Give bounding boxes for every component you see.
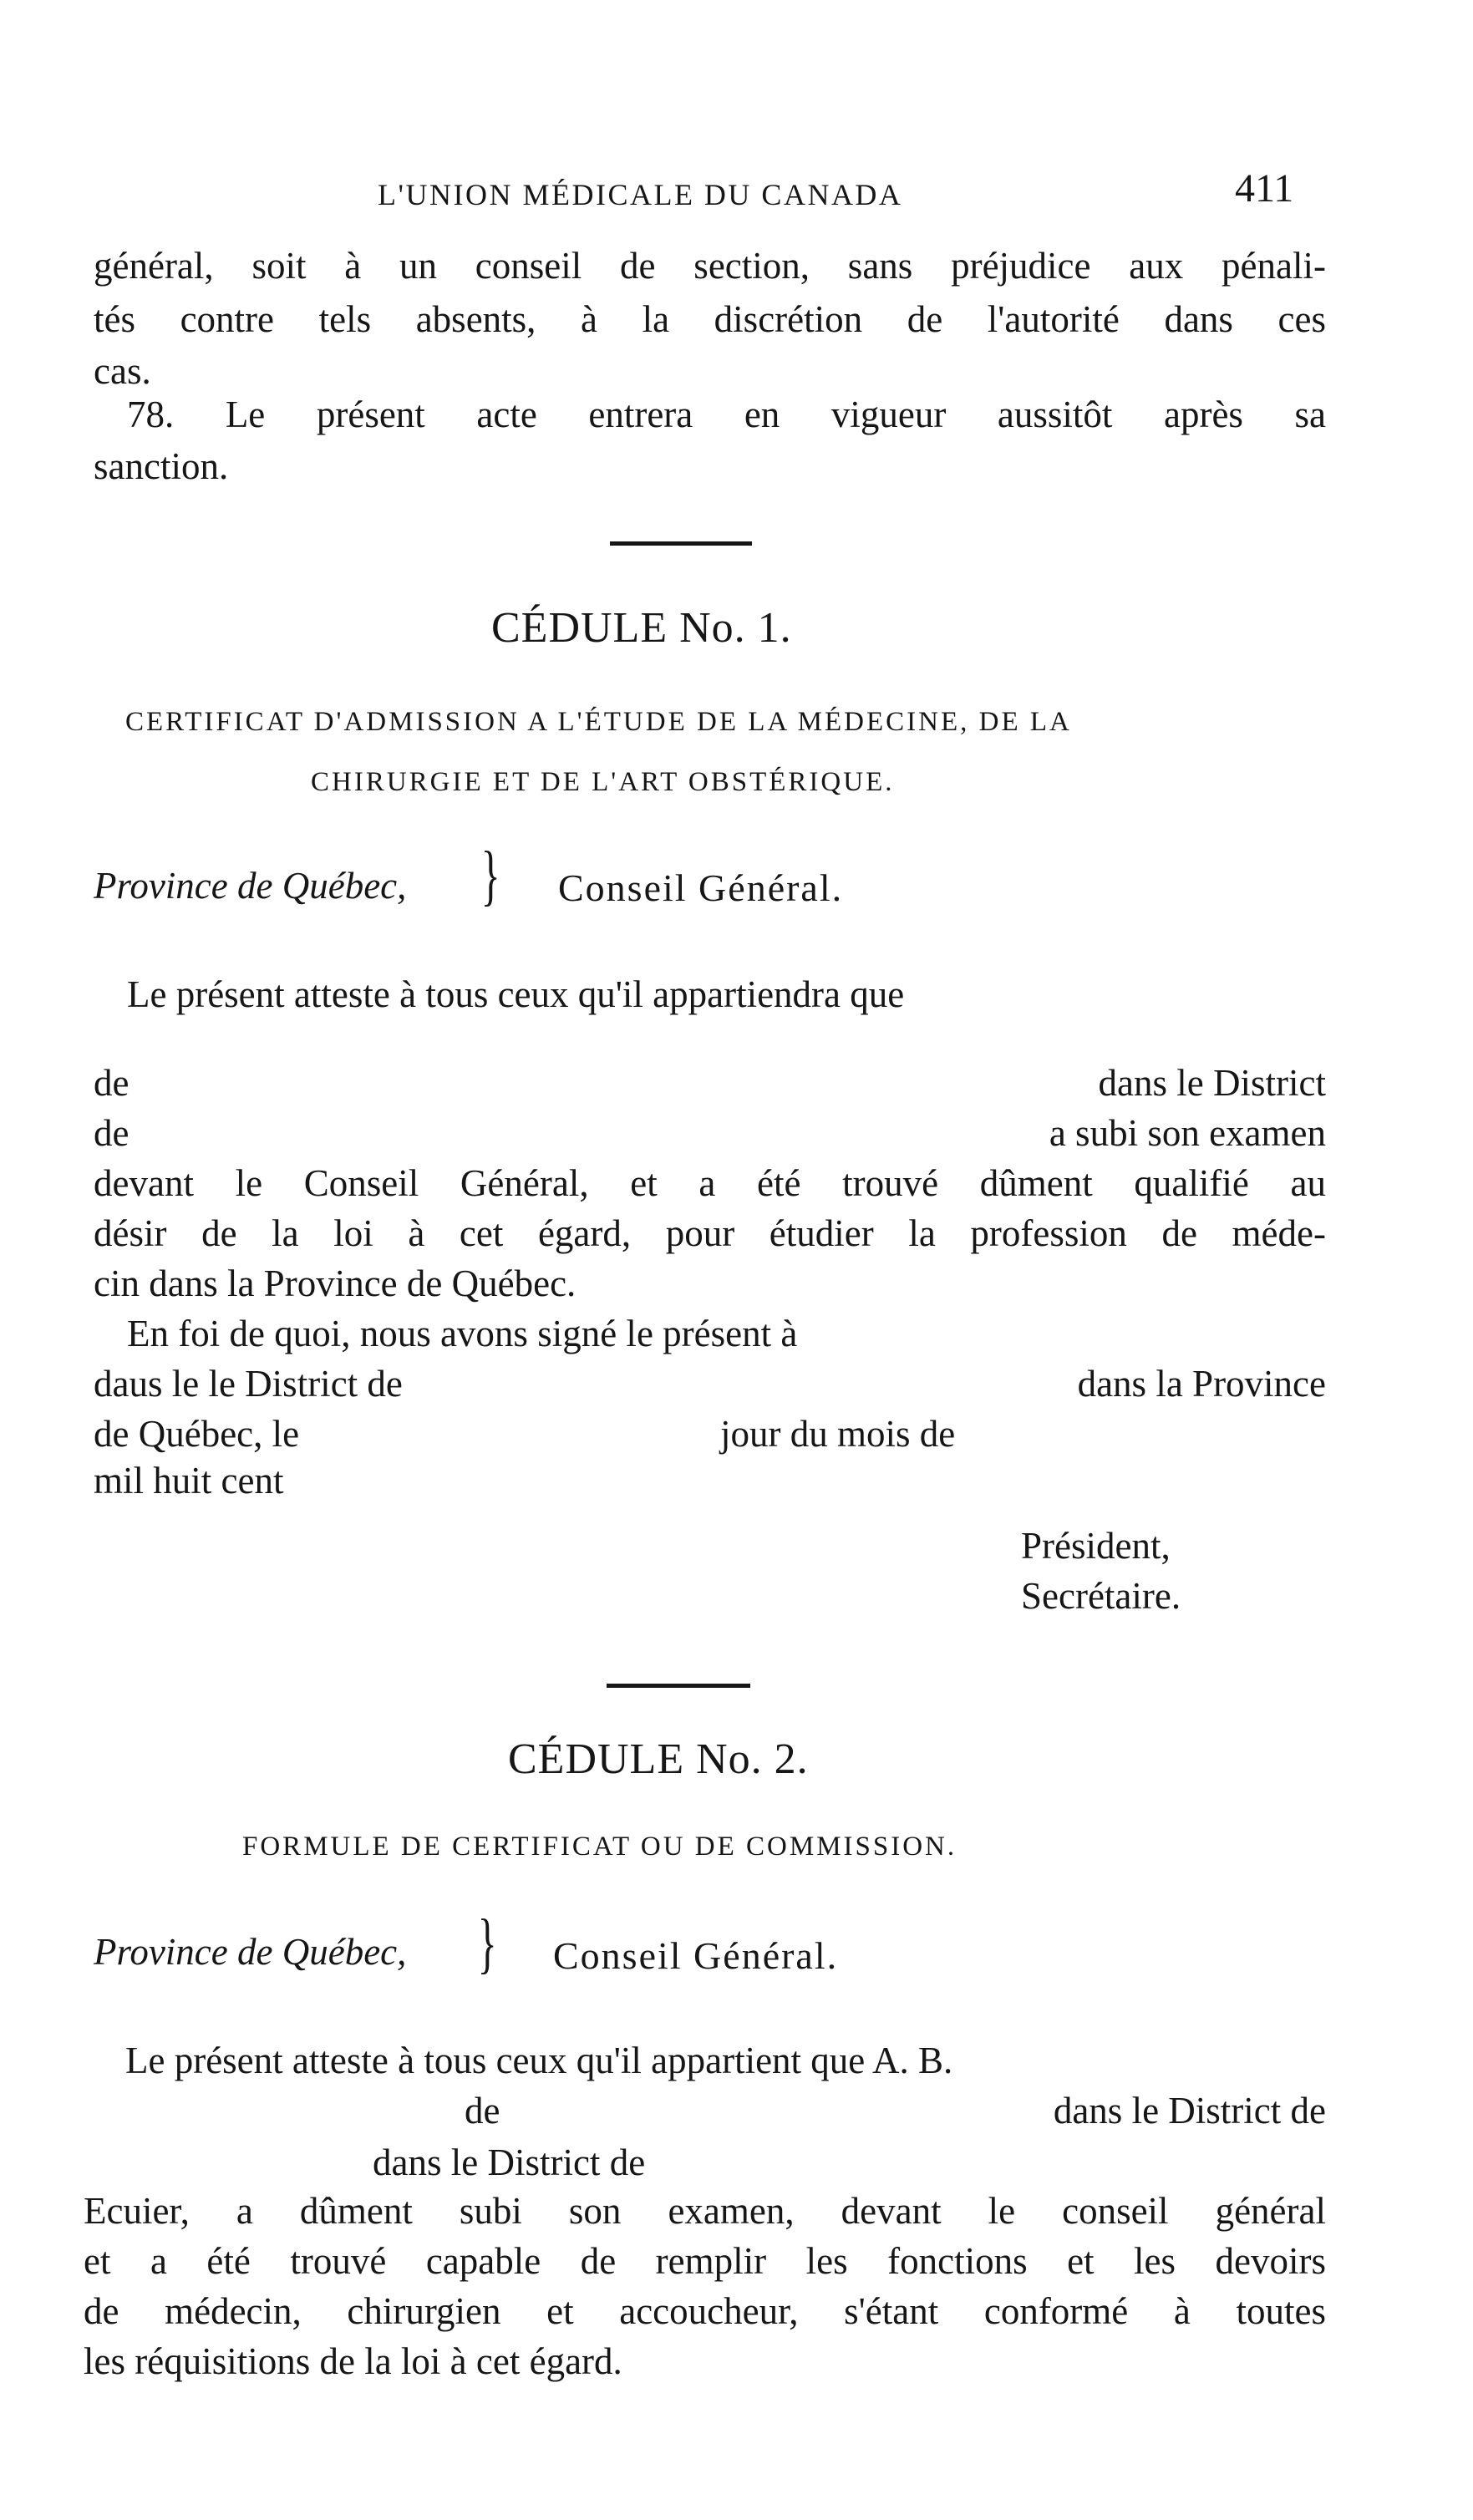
form-line-de: de [465, 2090, 500, 2131]
brace: } [480, 839, 500, 912]
continuation-line: général, soit à un conseil de section, sans préjudice aux pénali- [94, 245, 1326, 287]
year-line: mil huit cent [94, 1460, 284, 1501]
continuation-line: cas. [94, 350, 151, 392]
form-line-district: dans le District de [1053, 2090, 1326, 2131]
cedule-2-body-line: et a été trouvé capable de remplir les fonctions et les devoirs [84, 2240, 1326, 2282]
date-line: de Québec, le [94, 1413, 300, 1455]
page-number: 411 [1235, 166, 1294, 211]
province-label: Province de Québec, [94, 865, 407, 907]
cedule-1-intro: Le présent atteste à tous ceux qu'il appartiendra que [127, 973, 905, 1015]
cedule-1-heading: CÉDULE No. 1. [491, 604, 792, 652]
cedule-1-subtitle: CERTIFICAT D'ADMISSION A L'ÉTUDE DE LA MÉDECINE, DE LA [125, 707, 1072, 737]
article-78-line: sanction. [94, 445, 229, 487]
cedule-1-body-line: cin dans la Province de Québec. [94, 1263, 577, 1304]
secretaire-signature: Secrétaire. [1021, 1575, 1181, 1617]
form-line-examen: a subi son examen [1049, 1112, 1326, 1154]
form-line-district: dans le District de [373, 2141, 646, 2183]
form-line-de: de [94, 1062, 130, 1104]
cedule-2-heading: CÉDULE No. 2. [508, 1735, 809, 1783]
cedule-1-body-line: désir de la loi à cet égard, pour étudier la profession de méde- [94, 1212, 1326, 1254]
cedule-2-body-line: les réquisitions de la loi à cet égard. [84, 2340, 622, 2382]
cedule-2-subtitle: FORMULE DE CERTIFICAT OU DE COMMISSION. [242, 1832, 957, 1862]
section-divider [607, 1684, 750, 1688]
cedule-2-body-line: de médecin, chirurgien et accoucheur, s'étant conformé à toutes [84, 2290, 1326, 2332]
conseil-label [558, 866, 843, 910]
province-line: dans la Province [1077, 1363, 1326, 1405]
running-head-title: L'UNION MÉDICALE DU CANADA [378, 178, 903, 211]
brace: } [477, 1907, 497, 1980]
form-line-de: de [94, 1112, 130, 1154]
article-78-line: 78. Le présent acte entrera en vigueur aussitôt après sa [127, 394, 1326, 435]
form-line-district: dans le District [1098, 1062, 1326, 1104]
conseil-label [553, 1933, 838, 1978]
conseil-text: Conseil Général. [558, 866, 844, 909]
cedule-2-body-line: Ecuier, a dûment subi son examen, devant le conseil général [84, 2190, 1326, 2232]
cedule-2-intro: Le présent atteste à tous ceux qu'il appartient que A. B. [125, 2040, 953, 2081]
cedule-1-body-line: devant le Conseil Général, et a été trouvé dûment qualifié au [94, 1162, 1326, 1204]
month-line: jour du mois de [720, 1413, 956, 1455]
continuation-line: tés contre tels absents, à la discrétion de l'autorité dans ces [94, 298, 1326, 340]
president-signature: Président, [1021, 1525, 1171, 1567]
cedule-1-subtitle: CHIRURGIE ET DE L'ART OBSTÉRIQUE. [311, 767, 895, 797]
province-label: Province de Québec, [94, 1931, 407, 1973]
district-line: daus le le District de [94, 1363, 403, 1405]
section-divider [610, 541, 752, 546]
foi-line: En foi de quoi, nous avons signé le présent à [127, 1313, 798, 1354]
conseil-text: Conseil Général. [553, 1934, 839, 1977]
